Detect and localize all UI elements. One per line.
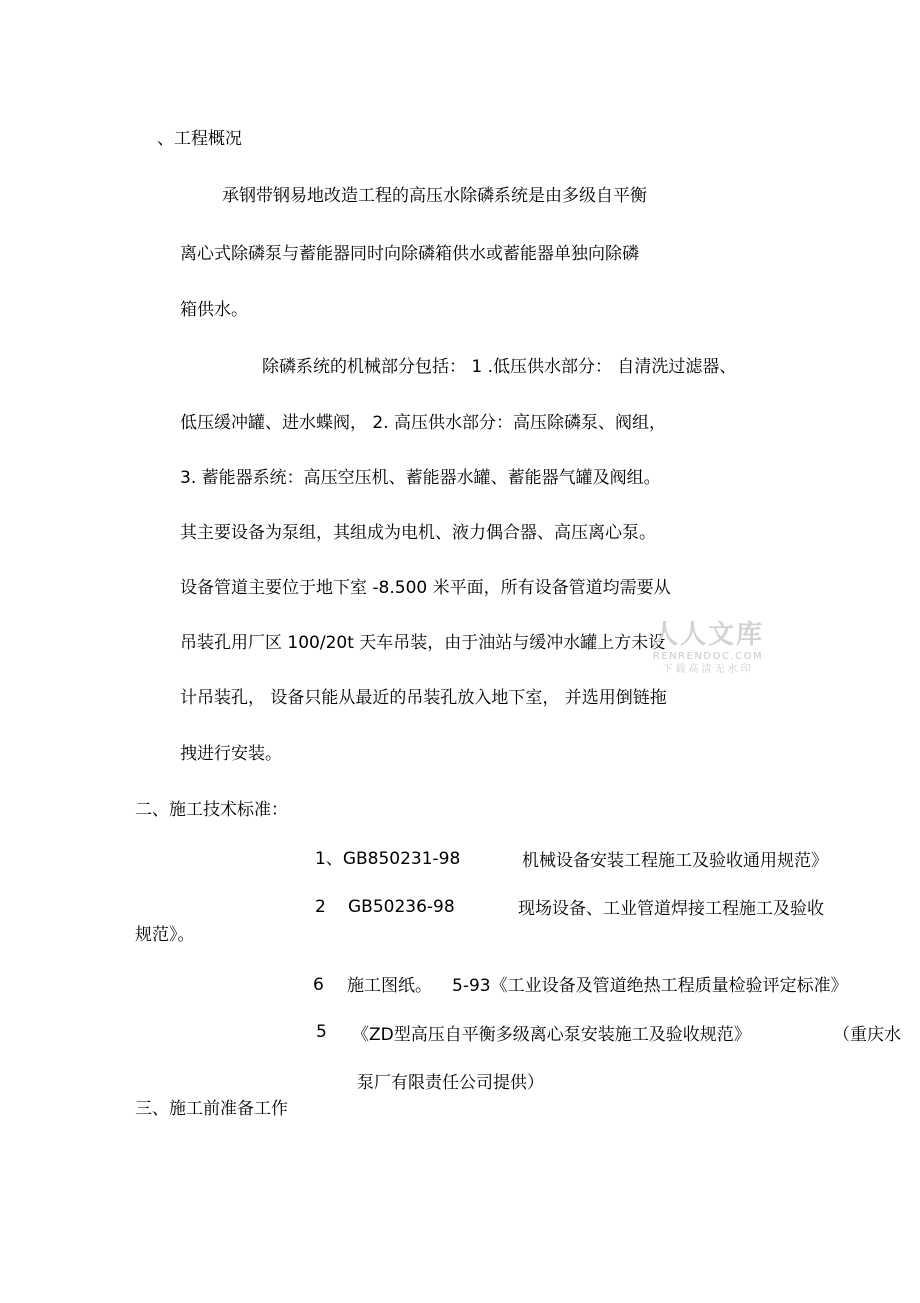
watermark-domain: RENRENDOC.COM — [652, 651, 764, 662]
paragraph-line: 吊装孔用厂区 100/20t 天车吊装，由于油站与缓冲水罐上方未设 — [180, 633, 666, 653]
standard-title: 现场设备、工业管道焊接工程施工及验收 — [518, 899, 824, 919]
standard-title-continued: 规范》。 — [135, 925, 195, 945]
standard-number: 1、GB850231-98 — [315, 849, 461, 869]
paragraph-line: 其主要设备为泵组，其组成为电机、液力偶合器、高压离心泵。 — [180, 523, 656, 543]
section-heading-preparation: 三、施工前准备工作 — [135, 1099, 288, 1119]
paragraph-line: 离心式除磷泵与蓄能器同时向除磷箱供水或蓄能器单独向除磷 — [180, 244, 639, 264]
standard-title: 施工图纸。 — [347, 976, 432, 996]
watermark-brand: 人人文库 — [651, 620, 764, 650]
paragraph-line: 箱供水。 — [180, 300, 248, 320]
standard-title-extra: 5-93《工业设备及管道绝热工程质量检验评定标准》 — [452, 976, 848, 996]
paragraph-line: 拽进行安装。 — [180, 744, 282, 764]
watermark-logo — [643, 620, 773, 676]
paragraph-line: 低压缓冲罐、进水蝶阀， 2. 高压供水部分：高压除磷泵、阀组， — [180, 413, 667, 433]
paragraph-line: 承钢带钢易地改造工程的高压水除磷系统是由多级自平衡 — [222, 186, 647, 206]
paragraph-line: 设备管道主要位于地下室 -8.500 米平面，所有设备管道均需要从 — [180, 578, 671, 598]
paragraph-line: 计吊装孔， 设备只能从最近的吊装孔放入地下室， 并选用倒链拖 — [180, 688, 667, 708]
paragraph-line: 3. 蓄能器系统：高压空压机、蓄能器水罐、蓄能器气罐及阀组。 — [180, 468, 661, 488]
watermark-slogan: 下载高清无水印 — [662, 664, 754, 675]
standard-number: 5 — [316, 1022, 327, 1042]
standard-number: 6 — [313, 975, 324, 995]
standard-code: GB50236-98 — [348, 897, 455, 917]
section-heading-standards: 二、施工技术标准： — [135, 800, 288, 820]
standard-title-continued: 泵厂有限责任公司提供） — [357, 1073, 544, 1093]
standard-number: 2 — [315, 897, 326, 917]
paragraph-line: 除磷系统的机械部分包括： 1 .低压供水部分： 自清洗过滤器、 — [262, 357, 737, 377]
section-heading-overview: 、工程概况 — [157, 129, 242, 149]
standard-title: 机械设备安装工程施工及验收通用规范》 — [522, 851, 828, 871]
standard-title: 《ZD型高压自平衡多级离心泵安装施工及验收规范》 — [352, 1025, 751, 1045]
standard-publisher: （重庆水 — [833, 1025, 901, 1045]
